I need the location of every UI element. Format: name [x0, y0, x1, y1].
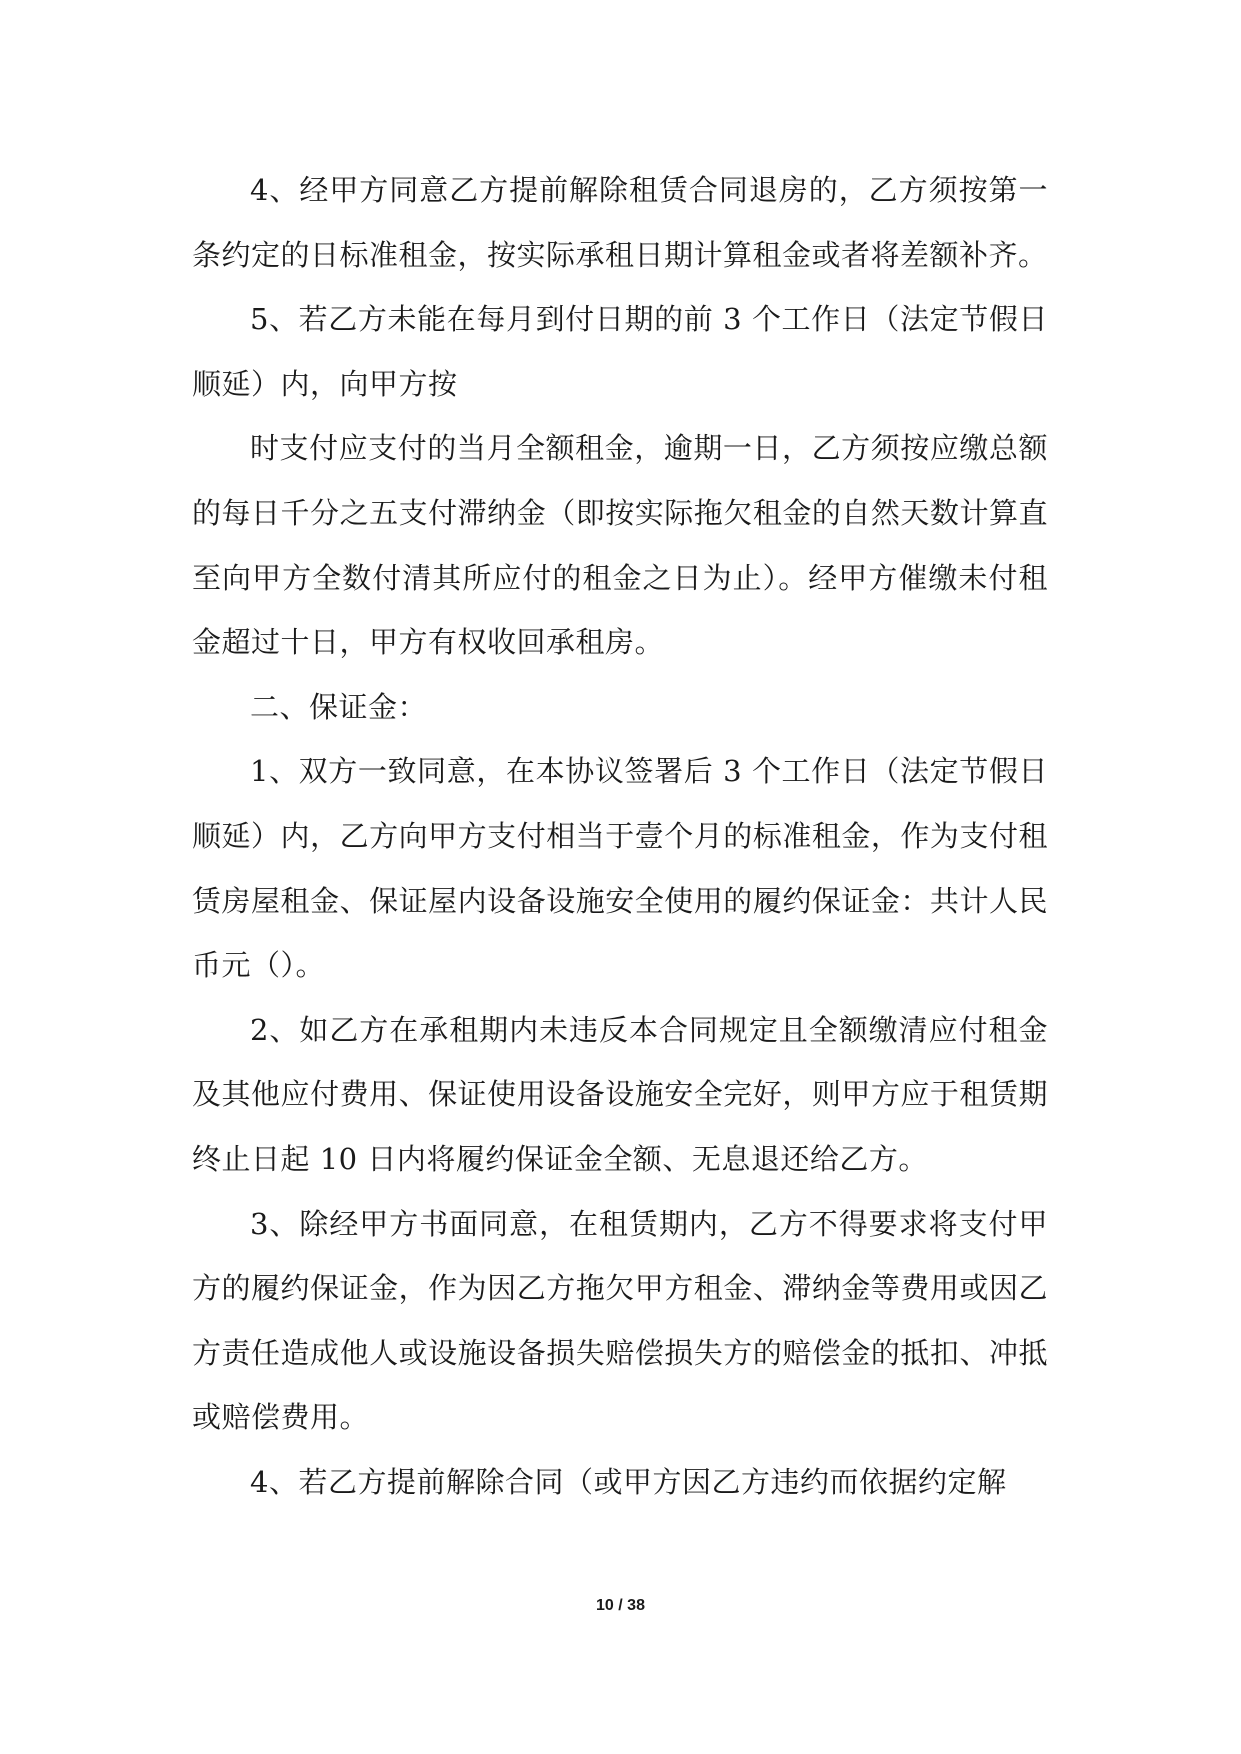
paragraph-deposit-payment: 1、双方一致同意，在本协议签署后 3 个工作日（法定节假日顺延）内，乙方向甲方支付相当于壹个月的标准租金，作为支付租赁房屋租金、保证屋内设备设施安全使用的履约保证金：共计人民币元（）。	[192, 754, 1048, 983]
section-heading-deposit: 二、保证金：	[250, 689, 428, 724]
paragraph-late-payment: 5、若乙方未能在每月到付日期的前 3 个工作日（法定节假日顺延）内，向甲方按	[192, 302, 1048, 401]
document-body	[192, 158, 1048, 1514]
paragraph-deposit-refund: 2、如乙方在承租期内未违反本合同规定且全额缴清应付租金及其他应付费用、保证使用设备设施安全完好，则甲方应于租赁期终止日起 10 日内将履约保证金全额、无息退还给乙方。	[192, 1012, 1048, 1176]
paragraph-early-termination: 4、经甲方同意乙方提前解除租赁合同退房的，乙方须按第一条约定的日标准租金，按实际承租日期计算租金或者将差额补齐。	[192, 173, 1048, 272]
paragraph-late-fee: 时支付应支付的当月全额租金，逾期一日，乙方须按应缴总额的每日千分之五支付滞纳金（即按实际拖欠租金的自然天数计算直至向甲方全数付清其所应付的租金之日为止）。经甲方催缴未付租金超过十日，甲方有权收回承租房。	[192, 431, 1048, 660]
paragraph-contract-termination: 4、若乙方提前解除合同（或甲方因乙方违约而依据约定解	[250, 1464, 1007, 1499]
page-number: 10 / 38	[596, 1597, 645, 1614]
paragraph-deposit-offset: 3、除经甲方书面同意，在租赁期内，乙方不得要求将支付甲方的履约保证金，作为因乙方拖欠甲方租金、滞纳金等费用或因乙方责任造成他人或设施设备损失赔偿损失方的赔偿金的抵扣、冲抵或赔偿费用。	[192, 1206, 1048, 1435]
